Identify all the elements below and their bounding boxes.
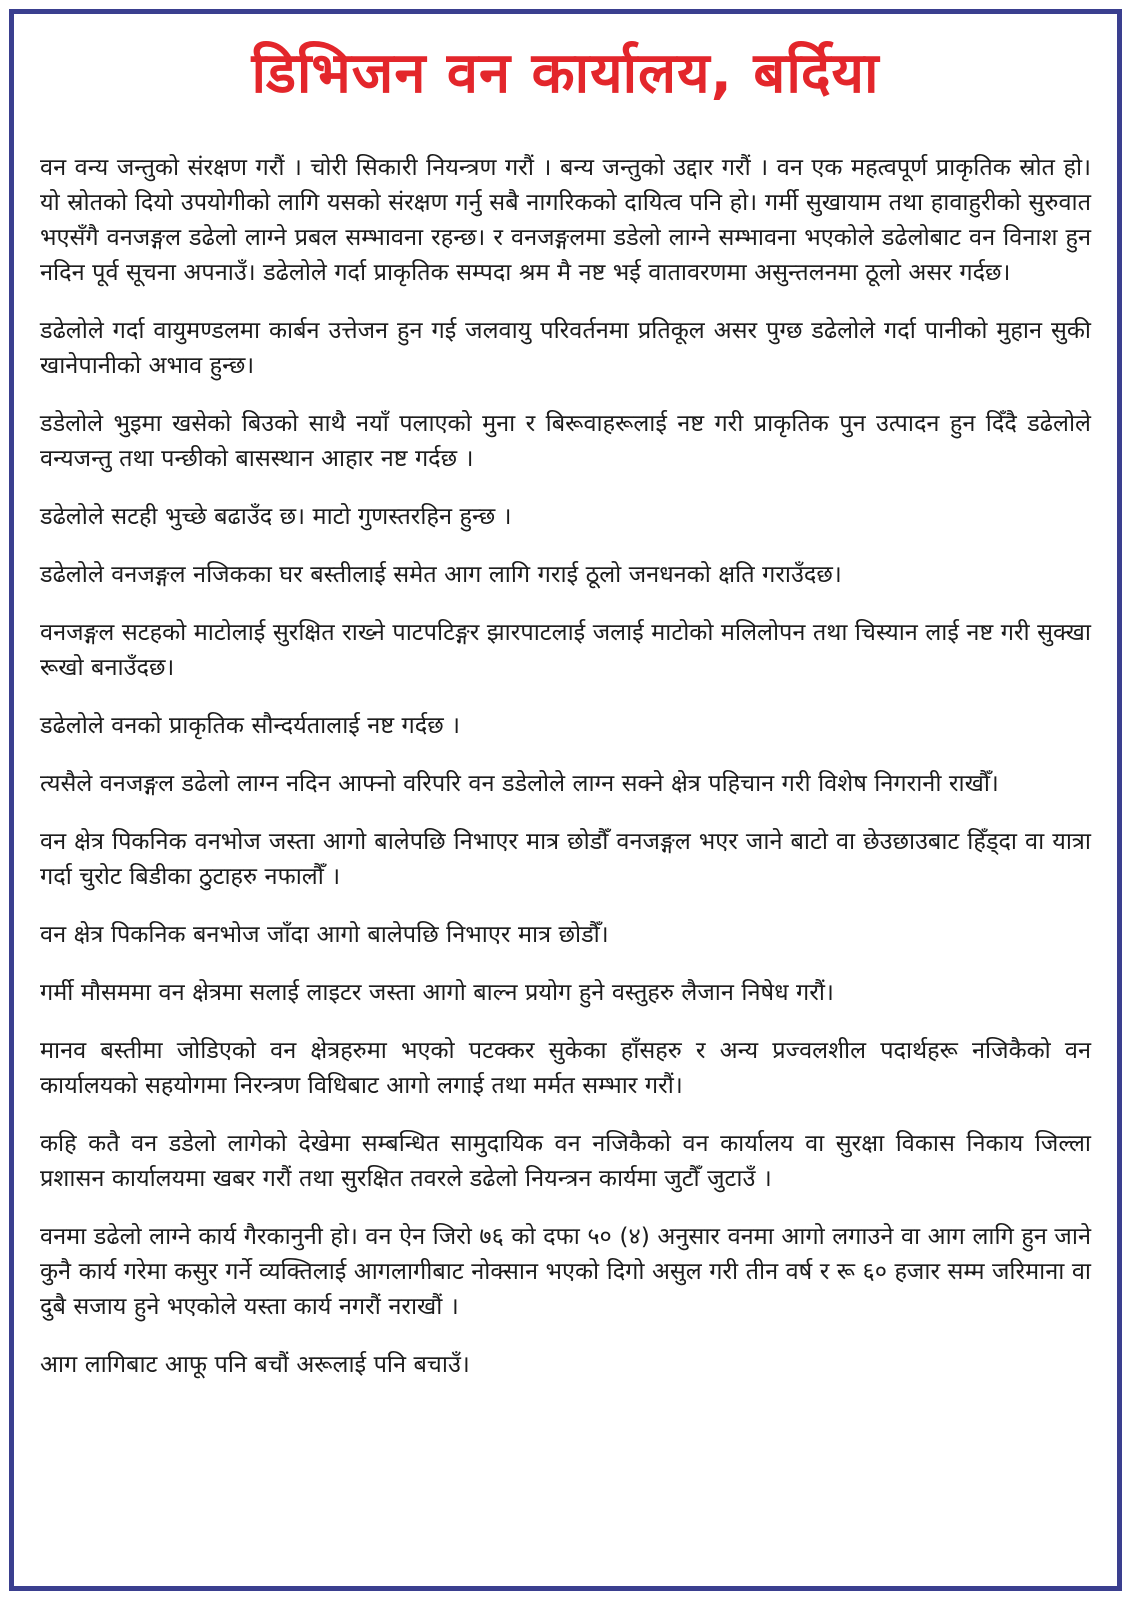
paragraph: त्यसैले वनजङ्गल डढेलो लाग्न नदिन आफ्नो वरिपरि वन डडेलोले लाग्न सक्ने क्षेत्र पहिचान गरी विशेष निगरानी राखौँ। [40, 769, 999, 797]
paragraph: वन वन्य जन्तुको संरक्षण गरौं । चोरी सिकारी नियन्त्रण गरौं । बन्य जन्तुको उद्दार गरौं । वन एक महत्वपूर्ण प्राकृतिक स्रोत हो। यो स्रोतको दियो उपयोगीको लागि यसको संरक्षण गर्नु सबै नागरिकको दायित्व पनि हो। गर्मी सुखायाम तथा हावाहुरीको सुरुवात भएसँगै वनजङ्गल डढेलो लाग्ने प्रबल सम्भावना रहन्छ। र वनजङ्गलमा डडेलो लाग्ने सम्भावना भएकोले डढेलोबाट वन विनाश हुन नदिन पूर्व सूचना अपनाउँ। डढेलोले गर्दा प्राकृतिक सम्पदा श्रम मै नष्ट भई वातावरणमा असुन्तलनमा ठूलो असर गर्दछ। [40, 153, 1091, 286]
paragraph: डढेलोले वनको प्राकृतिक सौन्दर्यतालाई नष्ट गर्दछ । [40, 711, 461, 739]
notice-frame [9, 9, 1122, 1591]
paragraph: वन क्षेत्र पिकनिक बनभोज जाँदा आगो बालेपछि निभाएर मात्र छोडौँ। [40, 920, 609, 948]
paragraph: वनजङ्गल सटहको माटोलाई सुरक्षित राख्ने पाटपटिङ्गर झारपाटलाई जलाई माटोको मलिलोपन तथा चिस्यान लाई नष्ट गरी सुक्खा रूखो बनाउँदछ। [40, 618, 1091, 681]
paragraph: कहि कतै वन डडेलो लागेको देखेमा सम्बन्धित सामुदायिक वन नजिकैको वन कार्यालय वा सुरक्षा विकास निकाय जिल्ला प्रशासन कार्यालयमा खबर गरौं तथा सुरक्षित तवरले डढेलो नियन्त्रन कार्यमा जुटौँ जुटाउँ । [40, 1129, 1091, 1192]
notice-body [40, 150, 1091, 1382]
paragraph: डडेलोले भुइमा खसेको बिउको साथै नयाँ पलाएको मुना र बिरूवाहरूलाई नष्ट गरी प्राकृतिक पुन उत्पादन हुन दिँदै डढेलोले वन्यजन्तु तथा पन्छीको बासस्थान आहार नष्ट गर्दछ । [40, 409, 1091, 472]
paragraph: डढेलोले गर्दा वायुमण्डलमा कार्बन उत्तेजन हुन गई जलवायु परिवर्तनमा प्रतिकूल असर पुग्छ डढेलोले गर्दा पानीको मुहान सुकी खानेपानीको अभाव हुन्छ। [40, 316, 1091, 379]
paragraph: वन क्षेत्र पिकनिक वनभोज जस्ता आगो बालेपछि निभाएर मात्र छोडौँ वनजङ्गल भएर जाने बाटो वा छेउछाउबाट हिँड्दा वा यात्रा गर्दा चुरोट बिडीका ठुटाहरु नफालौँ । [40, 827, 1091, 890]
paragraph: आग लागिबाट आफू पनि बचौं अरूलाई पनि बचाउँ। [40, 1350, 470, 1378]
page-title: डिभिजन वन कार्यालय, बर्दिया [251, 41, 880, 106]
paragraph: डढेलोले सटही भुच्छे बढाउँद छ। माटो गुणस्तरहिन हुन्छ । [40, 502, 512, 530]
paragraph: वनमा डढेलो लाग्ने कार्य गैरकानुनी हो। वन ऐन जिरो ७६ को दफा ५० (४) अनुसार वनमा आगो लगाउने वा आग लागि हुन जाने कुनै कार्य गरेमा कसुर गर्ने व्यक्तिलाई आगलागीबाट नोक्सान भएको दिगो असुल गरी तीन वर्ष र रू ६० हजार सम्म जरिमाना वा दुबै सजाय हुने भएकोले यस्ता कार्य नगरौं नराखौं । [40, 1222, 1091, 1320]
paragraph: मानव बस्तीमा जोडिएको वन क्षेत्रहरुमा भएको पटक्कर सुकेका हाँसहरु र अन्य प्रज्वलशील पदार्थहरू नजिकैको वन कार्यालयको सहयोगमा निरन्त्रण विधिबाट आगो लगाई तथा मर्मत सम्भार गरौं। [40, 1036, 1091, 1099]
paragraph: गर्मी मौसममा वन क्षेत्रमा सलाई लाइटर जस्ता आगो बाल्न प्रयोग हुने वस्तुहरु लैजान निषेध गरौं। [40, 978, 834, 1006]
paragraph: डढेलोले वनजङ्गल नजिकका घर बस्तीलाई समेत आग लागि गराई ठूलो जनधनको क्षति गराउँदछ। [40, 560, 842, 588]
